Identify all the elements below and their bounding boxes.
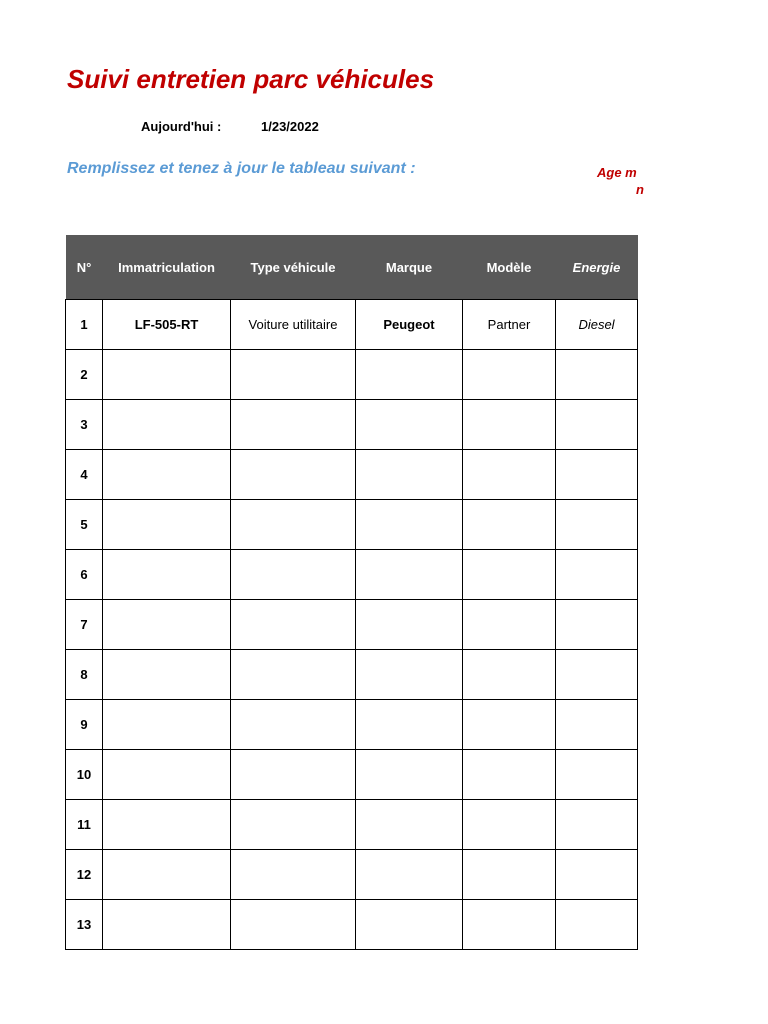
cell-immatriculation[interactable] (103, 900, 231, 950)
table-row (66, 550, 638, 600)
column-header-marque: Marque (356, 235, 463, 300)
column-header-energie: Energie (556, 235, 638, 300)
cell-modele[interactable] (463, 500, 556, 550)
cell-immatriculation[interactable] (103, 850, 231, 900)
cell-energie[interactable] (556, 700, 638, 750)
cell-energie[interactable] (556, 400, 638, 450)
cell-energie[interactable] (556, 600, 638, 650)
cell-type[interactable] (231, 700, 356, 750)
cell-immatriculation[interactable] (103, 500, 231, 550)
cell-energie[interactable] (556, 500, 638, 550)
cell-marque[interactable] (356, 400, 463, 450)
row-number: 12 (66, 850, 103, 900)
table-row (66, 450, 638, 500)
table-row (66, 900, 638, 950)
cell-modele[interactable] (463, 800, 556, 850)
row-number: 2 (66, 350, 103, 400)
cell-immatriculation[interactable] (103, 450, 231, 500)
table-row (66, 800, 638, 850)
cell-energie[interactable]: Diesel (556, 300, 638, 350)
column-header-modele: Modèle (463, 235, 556, 300)
instructions-text: Remplissez et tenez à jour le tableau suivant : (67, 160, 416, 177)
table-row (66, 350, 638, 400)
cell-modele[interactable] (463, 350, 556, 400)
cell-type[interactable]: Voiture utilitaire (231, 300, 356, 350)
side-note-line1: Age m (597, 165, 637, 180)
side-note (597, 164, 644, 200)
cell-marque[interactable] (356, 500, 463, 550)
row-number: 7 (66, 600, 103, 650)
cell-type[interactable] (231, 500, 356, 550)
today-label: Aujourd'hui : (141, 119, 222, 134)
row-number: 11 (66, 800, 103, 850)
row-number: 1 (66, 300, 103, 350)
cell-modele[interactable] (463, 700, 556, 750)
cell-energie[interactable] (556, 350, 638, 400)
cell-immatriculation[interactable] (103, 750, 231, 800)
row-number: 4 (66, 450, 103, 500)
table-row (66, 400, 638, 450)
cell-type[interactable] (231, 550, 356, 600)
cell-type[interactable] (231, 750, 356, 800)
cell-marque[interactable] (356, 900, 463, 950)
row-number: 10 (66, 750, 103, 800)
cell-marque[interactable] (356, 450, 463, 500)
row-number: 8 (66, 650, 103, 700)
cell-energie[interactable] (556, 850, 638, 900)
page-title: Suivi entretien parc véhicules (67, 64, 435, 94)
vehicle-fleet-table (65, 235, 638, 950)
cell-modele[interactable] (463, 750, 556, 800)
cell-marque[interactable] (356, 750, 463, 800)
cell-immatriculation[interactable] (103, 600, 231, 650)
row-number: 13 (66, 900, 103, 950)
cell-modele[interactable] (463, 400, 556, 450)
column-header-number: N° (66, 235, 103, 300)
cell-modele[interactable] (463, 550, 556, 600)
cell-marque[interactable] (356, 800, 463, 850)
cell-modele[interactable] (463, 600, 556, 650)
cell-immatriculation[interactable] (103, 650, 231, 700)
table-row (66, 650, 638, 700)
cell-marque[interactable] (356, 650, 463, 700)
row-number: 3 (66, 400, 103, 450)
cell-marque[interactable] (356, 700, 463, 750)
table-row (66, 600, 638, 650)
today-date[interactable]: 1/23/2022 (261, 119, 319, 134)
side-note-line2: n (636, 182, 644, 197)
table-row (66, 300, 638, 350)
cell-type[interactable] (231, 850, 356, 900)
cell-type[interactable] (231, 450, 356, 500)
cell-energie[interactable] (556, 650, 638, 700)
table-row (66, 500, 638, 550)
row-number: 5 (66, 500, 103, 550)
cell-type[interactable] (231, 900, 356, 950)
cell-marque[interactable] (356, 550, 463, 600)
table-row (66, 750, 638, 800)
cell-immatriculation[interactable] (103, 550, 231, 600)
row-number: 6 (66, 550, 103, 600)
cell-type[interactable] (231, 600, 356, 650)
cell-type[interactable] (231, 650, 356, 700)
cell-modele[interactable]: Partner (463, 300, 556, 350)
cell-energie[interactable] (556, 900, 638, 950)
cell-immatriculation[interactable]: LF-505-RT (103, 300, 231, 350)
table-row (66, 700, 638, 750)
cell-marque[interactable] (356, 850, 463, 900)
cell-modele[interactable] (463, 900, 556, 950)
cell-modele[interactable] (463, 450, 556, 500)
cell-immatriculation[interactable] (103, 700, 231, 750)
cell-type[interactable] (231, 800, 356, 850)
cell-immatriculation[interactable] (103, 400, 231, 450)
cell-immatriculation[interactable] (103, 800, 231, 850)
table-header-row (66, 235, 638, 300)
cell-energie[interactable] (556, 750, 638, 800)
cell-type[interactable] (231, 400, 356, 450)
table-row (66, 850, 638, 900)
column-header-type: Type véhicule (231, 235, 356, 300)
cell-immatriculation[interactable] (103, 350, 231, 400)
cell-type[interactable] (231, 350, 356, 400)
column-header-immatriculation: Immatriculation (103, 235, 231, 300)
cell-modele[interactable] (463, 650, 556, 700)
cell-marque[interactable] (356, 600, 463, 650)
cell-modele[interactable] (463, 850, 556, 900)
cell-marque[interactable] (356, 350, 463, 400)
row-number: 9 (66, 700, 103, 750)
cell-marque[interactable]: Peugeot (356, 300, 463, 350)
cell-energie[interactable] (556, 450, 638, 500)
cell-energie[interactable] (556, 550, 638, 600)
cell-energie[interactable] (556, 800, 638, 850)
